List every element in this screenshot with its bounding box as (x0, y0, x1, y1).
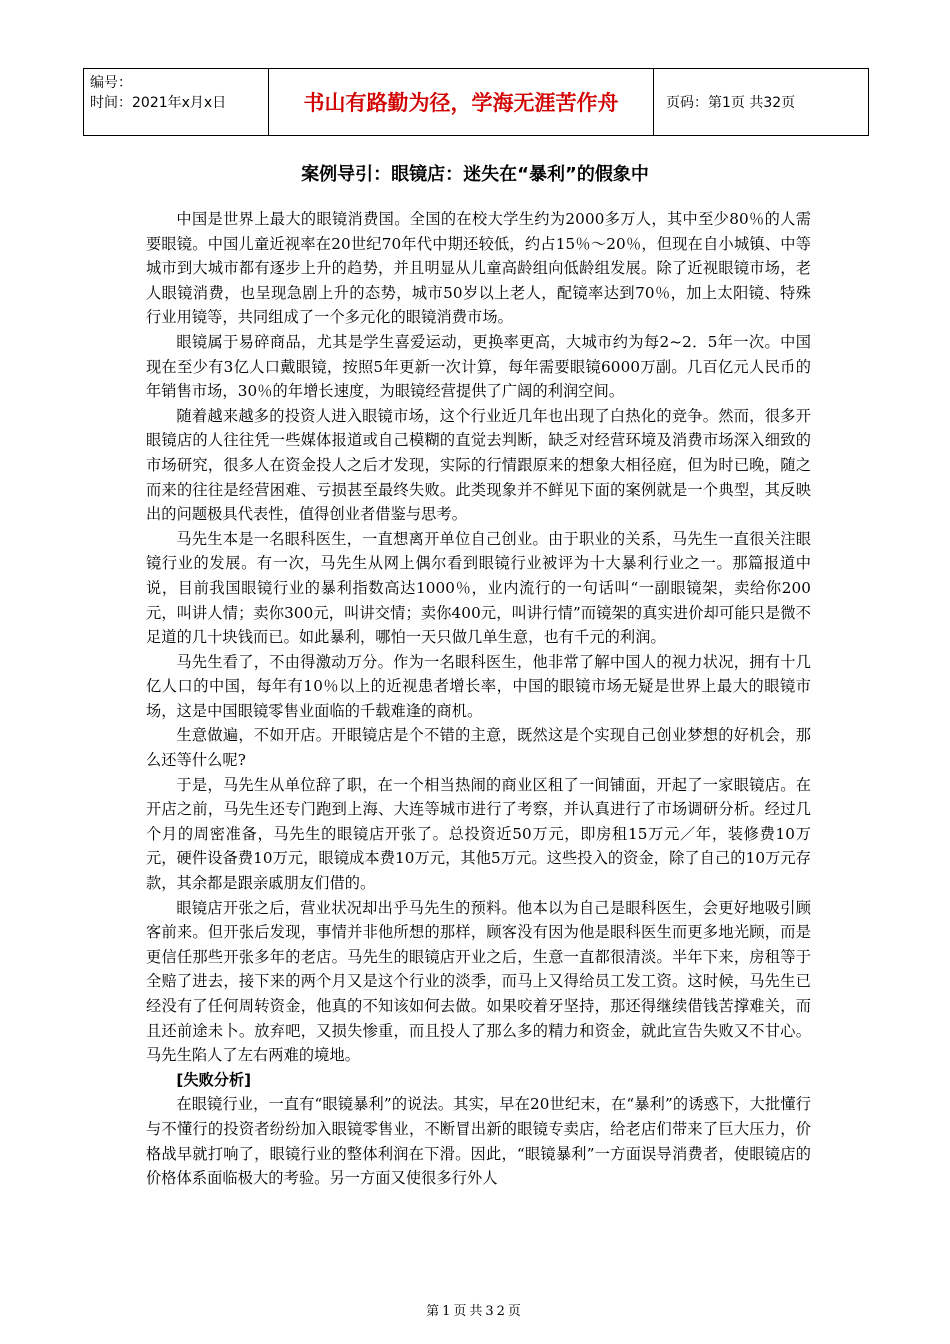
document-date: 时间：2021年x月x日 (90, 95, 227, 111)
document-title: 案例导引：眼镜店：迷失在“暴利”的假象中 (301, 164, 649, 185)
paragraph: 随着越来越多的投资人进入眼镜市场，这个行业近几年也出现了白热化的竞争。然而，很多开眼镜店的人往往凭一些媒体报道或自己模糊的直觉去判断，缺乏对经营环境及消费市场深入细致的市场研究，很多人在资金投人之后才发现，实际的行情跟原来的想象大相径庭，但为时已晚，随之而来的往往是经营困难、亏损甚至最终失败。此类现象并不鲜见下面的案例就是一个典型，其反映出的问题极具代表性，值得创业者借鉴与思考。 (146, 406, 811, 524)
document-number-label: 编号： (90, 75, 132, 91)
paragraph: 马先生看了，不由得激动万分。作为一名眼科医生，他非常了解中国人的视力状况，拥有十几亿人口的中国，每年有10％以上的近视患者增长率，中国的眼镜市场无疑是世界上最大的眼镜市场，这是中国眼镜零售业面临的千载难逢的商机。 (146, 652, 811, 720)
paragraph: 马先生本是一名眼科医生，一直想离开单位自己创业。由于职业的关系，马先生一直很关注眼镜行业的发展。有一次，马先生从网上偶尔看到眼镜行业被评为十大暴利行业之一。那篇报道中说，目前我国眼镜行业的暴利指数高达1000％，业内流行的一句话叫“一副眼镜架，卖给你200元，叫讲人情；卖你300元，叫讲交情；卖你400元，叫讲行情”而镜架的真实进价却可能只是微不足道的几十块钱而已。如此暴利，哪怕一天只做几单生意，也有千元的利润。 (146, 529, 811, 647)
paragraph: 生意做遍，不如开店。开眼镜店是个不错的主意，既然这是个实现自己创业梦想的好机会，那么还等什么呢? (146, 726, 811, 770)
header-motto: 书山有路勤为径，学海无涯苦作舟 (269, 69, 654, 136)
paragraph: 中国是世界上最大的眼镜消费国。全国的在校大学生约为2000多万人，其中至少80％的人需要眼镜。中国儿童近视率在20世纪70年代中期还较低，约占15％～20％，但现在自小城镇、中等城市到大城市都有逐步上升的趋势，并且明显从儿童高龄组向低龄组发展。除了近视眼镜市场，老人眼镜消费，也呈现急剧上升的态势，城市50岁以上老人，配镜率达到70％，加上太阳镜、特殊行业用镜等，共同组成了一个多元化的眼镜消费市场。 (146, 210, 811, 327)
section-heading-failure-analysis: [失败分析] (176, 1070, 252, 1089)
paragraph: 眼镜店开张之后，营业状况却出乎马先生的预料。他本以为自己是眼科医生，会更好地吸引顾客前来。但开张后发现，事情并非他所想的那样，顾客没有因为他是眼科医生而更多地光顾，而是更信任那些开张多年的老店。马先生的眼镜店开业之后，生意一直都很清淡。半年下来，房租等于全赔了进去，接下来的两个月又是这个行业的淡季，而马上又得给员工发工资。这时候，马先生已经没有了任何周转资金，他真的不知该如何去做。如果咬着牙坚持，那还得继续借钱苦撑难关，而且还前途未卜。放弃吧，又损失惨重，而且投人了那么多的精力和资金，就此宣告失败又不甘心。马先生陷人了左右两难的境地。 (146, 898, 811, 1065)
document-body (146, 207, 811, 1191)
header-page-info: 页码：第1页 共32页 (654, 69, 869, 136)
paragraph: 于是，马先生从单位辞了职，在一个相当热闹的商业区租了一间铺面，开起了一家眼镜店。在开店之前，马先生还专门跑到上海、大连等城市进行了考察，并认真进行了市场调研分析。经过几个月的周密准备，马先生的眼镜店开张了。总投资近50万元，即房租15万元／年，装修费10万元，硬件设备费10万元，眼镜成本费10万元，其他5万元。这些投入的资金，除了自己的10万元存款，其余都是跟亲戚朋友们借的。 (146, 775, 811, 893)
header-meta (84, 69, 269, 136)
paragraph: 眼镜属于易碎商品，尤其是学生喜爱运动，更换率更高，大城市约为每2~2．5年一次。中国现在至少有3亿人口戴眼镜，按照5年更新一次计算，每年需要眼镜6000万副。几百亿元人民币的年销售市场，30％的年增长速度，为眼镜经营提供了广阔的利润空间。 (146, 332, 811, 401)
document-header (83, 68, 869, 136)
page-footer: 第1页共32页 (426, 1304, 524, 1319)
analysis-paragraph: 在眼镜行业，一直有“眼镜暴利”的说法。其实，早在20世纪末，在“暴利”的诱惑下，大批懂行与不懂行的投资者纷纷加入眼镜零售业，不断冒出新的眼镜专卖店，给老店们带来了巨大压力，价格战早就打响了，眼镜行业的整体利润在下滑。因此，“眼镜暴利”一方面误导消费者，使眼镜店的价格体系面临极大的考验。另一方面又使很多行外人 (146, 1095, 811, 1188)
